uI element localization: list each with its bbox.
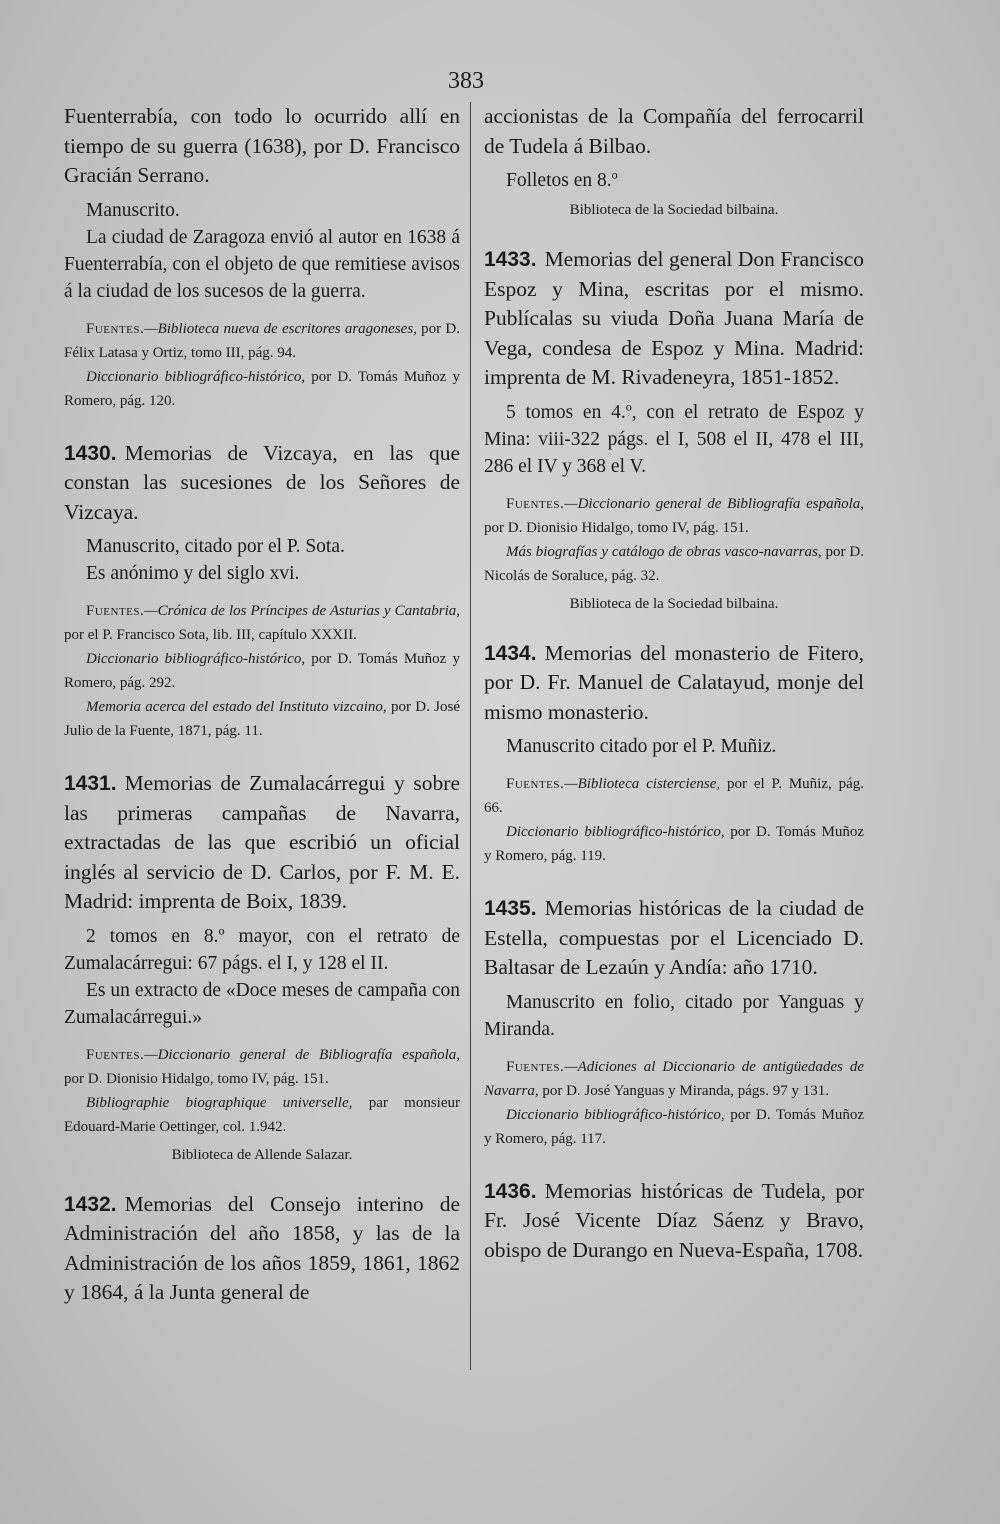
entry-1436	[484, 1177, 864, 1266]
source-item	[484, 540, 864, 588]
source-detail: por D. Tomás Muñoz y Romero, pág. 119.	[484, 824, 864, 864]
source-detail: por D. Tomás Muñoz y Romero, pág. 120.	[64, 368, 460, 409]
source-detail: por D. Tomás Muñoz y Romero, pág. 117.	[484, 1106, 864, 1147]
entry-text	[484, 894, 864, 983]
entry-number: 1436.	[484, 1179, 537, 1203]
library-location: Biblioteca de la Sociedad bilbaina.	[569, 595, 779, 612]
entry-1431	[64, 769, 460, 1164]
entry-text	[484, 1177, 864, 1266]
entry-title: Memorias del monasterio de Fitero, por D. Fr. Manuel de Calatayud, monje del mismo monasterio.	[484, 640, 864, 724]
source-item	[64, 365, 460, 413]
entry-note: Manuscrito, citado por el P. Sota.	[86, 536, 345, 557]
source-title: —Biblioteca nueva de escritores aragoneses,	[144, 320, 417, 337]
library-location: Biblioteca de Allende Salazar.	[171, 1146, 353, 1163]
entry-title: Memorias del Consejo interino de Administración del año 1858, y las de la Administración de los años 1859, 1861, 1862 y 1864, á la Junta general de	[64, 1191, 460, 1304]
source-item	[484, 1055, 864, 1103]
entry-number: 1433.	[484, 248, 537, 271]
entry-text	[64, 439, 460, 528]
entry-note: 5 tomos en 4.º, con el retrato de Espoz y Mina: viii-322 págs. el I, 508 el II, 478 el III, 286 el IV y 368 el V.	[484, 401, 864, 477]
entry-title: Memorias de Zumalacárregui y sobre las primeras campañas de Navarra, extractadas de las que escribió un oficial inglés al servicio de D. Carlos, por F. M. E. Madrid: imprenta de Boix, 1839.	[64, 771, 460, 913]
source-detail: par monsieur Edouard-Marie Oettinger, col. 1.942.	[64, 1094, 461, 1135]
column-divider	[470, 102, 471, 1370]
source-item	[64, 695, 460, 743]
entry-title: Memorias de Vizcaya, en las que constan las sucesiones de los Señores de Vizcaya.	[64, 440, 460, 524]
left-column	[64, 102, 460, 1334]
entry-title: Memorias del general Don Francisco Espoz y Mina, escritas por el mismo. Publícalas su viuda Doña Juana María de Vega, condesa de Espoz y Mina. Madrid: imprenta de M. Rivadeneyra, 1851-1852.	[484, 247, 864, 389]
sources-block	[64, 1043, 460, 1139]
source-item	[484, 492, 864, 540]
entry-note: Manuscrito en folio, citado por Yanguas y Miranda.	[484, 991, 864, 1040]
entry-note: Es anónimo y del siglo xvi.	[86, 563, 300, 584]
entry-note: Manuscrito.	[86, 199, 180, 221]
entry-note: La ciudad de Zaragoza envió al autor en 1638 á Fuenterrabía, con el objeto de que remitiese avisos á la ciudad de los sucesos de la guerra.	[64, 226, 460, 302]
source-detail: por D. Dionisio Hidalgo, tomo IV, pág. 151.	[64, 1070, 329, 1087]
entry-number: 1432.	[64, 1192, 117, 1216]
source-detail: por D. José Yanguas y Miranda, págs. 97 y 131.	[538, 1082, 829, 1099]
source-title: Más biografías y catálogo de obras vasco-navarras,	[506, 543, 822, 560]
source-item	[484, 1103, 864, 1151]
source-detail: por el P. Muñiz, pág. 66.	[484, 776, 865, 816]
entry-note: Folletos en 8.º	[506, 170, 618, 191]
source-title: —Diccionario general de Bibliografía española,	[144, 1046, 460, 1063]
sources-block	[484, 492, 864, 588]
entry-number: 1435.	[484, 897, 537, 920]
page-number: 383	[448, 68, 484, 94]
entry-text: Fuenterrabía, con todo lo ocurrido allí en tiempo de su guerra (1638), por D. Francisco Gracián Serrano.	[64, 104, 460, 187]
sources-block	[64, 599, 460, 743]
entry-1430	[64, 439, 460, 744]
source-title: Memoria acerca del estado del Instituto vizcaino,	[86, 699, 387, 715]
entry-number: 1431.	[64, 772, 117, 795]
source-item	[64, 1043, 460, 1091]
source-item	[64, 1091, 460, 1139]
source-title: Diccionario bibliográfico-histórico,	[86, 368, 306, 385]
sources-label: Fuentes.	[86, 320, 145, 337]
source-item	[484, 772, 864, 820]
source-detail: por D. José Julio de la Fuente, 1871, pág. 11.	[64, 699, 460, 739]
entry-text	[64, 769, 460, 917]
entry-1433	[484, 245, 864, 613]
entry-1435	[484, 894, 864, 1151]
source-detail: por el P. Francisco Sota, lib. III, capítulo XXXII.	[64, 627, 357, 643]
sources-block	[484, 1055, 864, 1151]
source-title: —Biblioteca cisterciense,	[564, 776, 721, 792]
entry-text	[64, 1190, 460, 1308]
source-item	[64, 317, 460, 365]
source-detail: por D. Tomás Muñoz y Romero, pág. 292.	[64, 651, 460, 691]
library-location: Biblioteca de la Sociedad bilbaina.	[569, 202, 779, 218]
entry-title: Memorias históricas de la ciudad de Estella, compuestas por el Licenciado D. Baltasar de Lezaún y Andía: año 1710.	[484, 896, 864, 979]
sources-label: Fuentes.	[506, 776, 565, 792]
source-detail: por D. Nicolás de Soraluce, pág. 32.	[484, 543, 865, 584]
entry-text: accionistas de la Compañía del ferrocarril de Tudela á Bilbao.	[484, 104, 864, 158]
entry-note: Es un extracto de «Doce meses de campaña con Zumalacárregui.»	[64, 979, 460, 1028]
sources-label: Fuentes.	[86, 1046, 145, 1063]
entry-1432	[64, 1190, 460, 1308]
sources-label: Fuentes.	[506, 495, 565, 512]
source-detail: por D. Félix Latasa y Ortiz, tomo III, pág. 94.	[64, 320, 461, 361]
sources-block	[64, 317, 460, 413]
sources-label: Fuentes.	[506, 1058, 565, 1075]
entry-continued-right	[484, 102, 864, 219]
entry-note: Manuscrito citado por el P. Muñiz.	[506, 736, 777, 757]
entry-continued-left	[64, 102, 460, 413]
source-detail: por D. Dionisio Hidalgo, tomo IV, pág. 151.	[484, 519, 749, 536]
entry-title: Memorias históricas de Tudela, por Fr. José Vicente Díaz Sáenz y Bravo, obispo de Durango en Nueva-España, 1708.	[484, 1178, 864, 1262]
entry-number: 1430.	[64, 441, 117, 465]
entry-text	[484, 245, 864, 393]
sources-block	[484, 772, 864, 868]
source-title: —Adiciones al Diccionario de antigüedades de Navarra,	[484, 1058, 864, 1099]
source-title: Diccionario bibliográfico-histórico,	[506, 824, 725, 840]
sources-label: Fuentes.	[86, 603, 145, 619]
entry-text	[484, 639, 864, 728]
source-title: —Crónica de los Príncipes de Asturias y Cantabria,	[144, 603, 460, 619]
source-item	[64, 599, 460, 647]
source-title: Diccionario bibliográfico-histórico,	[506, 1106, 725, 1123]
entry-1434	[484, 639, 864, 869]
source-item	[64, 647, 460, 695]
source-title: Bibliographie biographique universelle,	[86, 1094, 353, 1111]
source-title: —Diccionario general de Bibliografía española,	[564, 495, 864, 512]
source-title: Diccionario bibliográfico-histórico,	[86, 651, 306, 667]
entry-note: 2 tomos en 8.º mayor, con el retrato de Zumalacárregui: 67 págs. el I, y 128 el II.	[64, 925, 460, 974]
right-column	[484, 102, 864, 1291]
entry-number: 1434.	[484, 641, 537, 665]
source-item	[484, 820, 864, 868]
